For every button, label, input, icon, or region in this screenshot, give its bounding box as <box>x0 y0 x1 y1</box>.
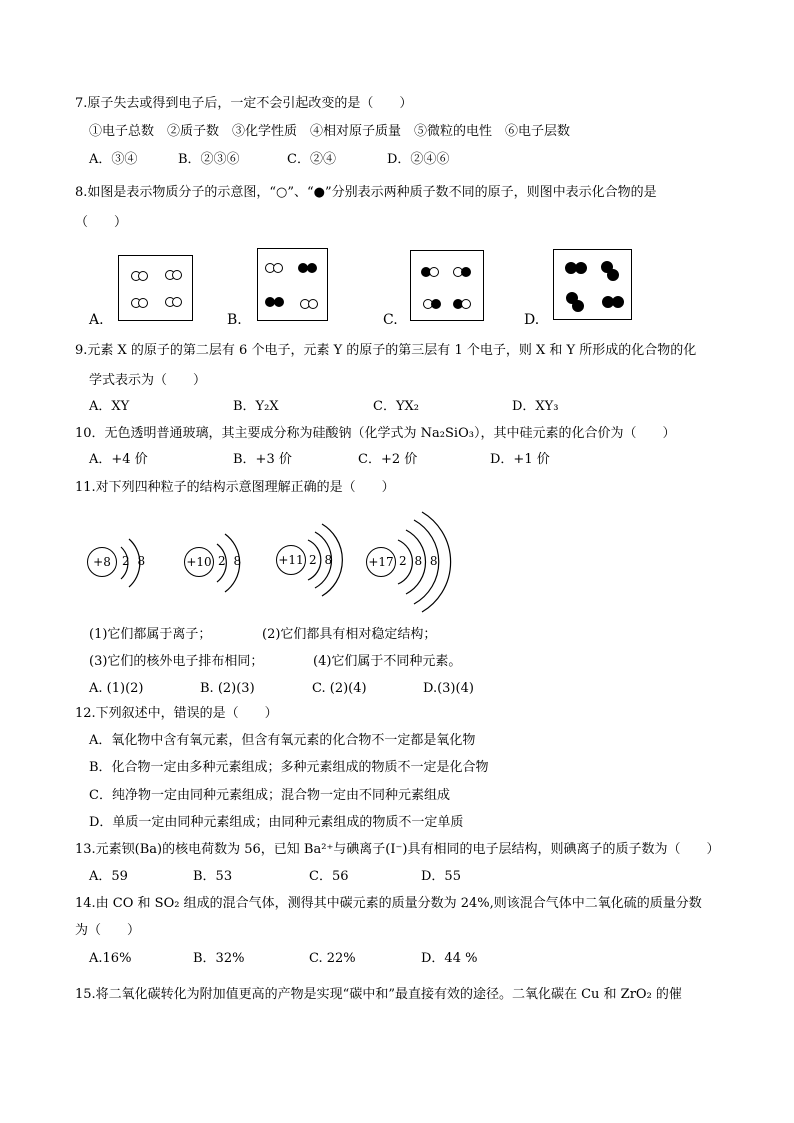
q10-option-c: C．+2 价 <box>358 452 418 467</box>
q7-option-a: A．③④ <box>89 152 138 167</box>
filled-atom <box>431 299 441 309</box>
q13-option-c: C．56 <box>309 869 349 884</box>
nucleus: +17 <box>366 547 396 577</box>
q9-stem-cont: 学式表示为（ ） <box>89 373 207 388</box>
q8-label-a: A. <box>89 312 104 328</box>
q11-stem: 11.对下列四种粒子的结构示意图理解正确的是（ ） <box>75 480 395 495</box>
filled-atom <box>612 296 624 308</box>
filled-atom <box>607 269 619 281</box>
filled-atom <box>307 263 317 273</box>
nucleus: +11 <box>276 545 306 575</box>
filled-atom <box>572 300 584 312</box>
q10-option-b: B．+3 价 <box>233 452 292 467</box>
q14-option-a: A.16% <box>89 951 132 966</box>
q7-stem: 7.原子失去或得到电子后，一定不会引起改变的是（ ） <box>75 96 413 111</box>
nucleus: +10 <box>184 547 214 577</box>
filled-atom <box>575 262 587 274</box>
filled-atom <box>274 297 284 307</box>
q13-option-a: A．59 <box>89 869 128 884</box>
q10-option-a: A．+4 价 <box>89 452 148 467</box>
hollow-atom <box>172 270 182 280</box>
nucleus: +8 <box>87 547 117 577</box>
q7-option-d: D．②④⑥ <box>387 152 450 167</box>
hollow-atom <box>273 263 283 273</box>
q11-statement-3: (3)它们的核外电子排布相同； <box>89 654 264 669</box>
electron-count: 2 8 <box>122 554 148 568</box>
q14-option-d: D．44 % <box>421 951 478 966</box>
filled-atom <box>461 267 471 277</box>
q7-items: ①电子总数 ②质子数 ③化学性质 ④相对原子质量 ⑤微粒的电性 ⑥电子层数 <box>89 124 571 139</box>
hollow-atom <box>172 297 182 307</box>
q11-option-d: D.(3)(4) <box>423 681 474 696</box>
hollow-atom <box>308 299 318 309</box>
q9-option-a: A．XY <box>89 399 130 414</box>
q8-diagram-b <box>257 248 328 321</box>
q8-stem-cont: （ ） <box>75 215 128 230</box>
q11-option-b: B. (2)(3) <box>200 681 255 696</box>
q13-stem: 13.元素钡(Ba)的核电荷数为 56，已知 Ba²⁺与碘离子(I⁻)具有相同的电子层结构，则碘离子的质子数为（ ） <box>75 842 720 857</box>
q11-option-c: C. (2)(4) <box>312 681 367 696</box>
q7-option-c: C．②④ <box>287 152 336 167</box>
q13-option-b: B．53 <box>193 869 233 884</box>
q10-stem: 10．无色透明普通玻璃，其主要成分称为硅酸钠（化学式为 Na₂SiO₃），其中硅元素的化合价为（ ） <box>75 426 676 441</box>
electron-count: 2 8 <box>309 553 335 567</box>
q11-statement-2: (2)它们都具有相对稳定结构； <box>262 627 437 642</box>
q8-diagram-d <box>553 249 632 320</box>
q11-option-a: A. (1)(2) <box>89 681 144 696</box>
q14-option-b: B．32% <box>193 951 245 966</box>
q12-stem: 12.下列叙述中，错误的是（ ） <box>75 706 278 721</box>
q14-option-c: C. 22% <box>309 951 356 966</box>
q13-option-d: D．55 <box>421 869 461 884</box>
q8-diagram-c <box>410 250 484 321</box>
electron-count: 2 8 <box>218 554 244 568</box>
electron-count: 2 8 8 <box>399 554 440 568</box>
q8-label-d: D. <box>524 312 540 328</box>
q9-option-b: B．Y₂X <box>233 399 279 414</box>
q8-label-c: C. <box>383 312 398 328</box>
hollow-atom <box>138 298 148 308</box>
hollow-atom <box>429 267 439 277</box>
q11-statement-4: (4)它们属于不同种元素。 <box>313 654 462 669</box>
q14-stem-cont: 为（ ） <box>75 923 141 938</box>
hollow-atom <box>138 271 148 281</box>
q14-stem: 14.由 CO 和 SO₂ 组成的混合气体，测得其中碳元素的质量分数为 24%,则该混合气体中二氧化硫的质量分数 <box>75 896 702 911</box>
q12-option-d: D．单质一定由同种元素组成；由同种元素组成的物质不一定单质 <box>89 815 464 830</box>
q12-option-b: B．化合物一定由多种元素组成；多种元素组成的物质不一定是化合物 <box>89 760 489 775</box>
q15-stem: 15.将二氧化碳转化为附加值更高的产物是实现“碳中和”最直接有效的途径。二氧化碳在 Cu 和 ZrO₂ 的催 <box>75 987 682 1002</box>
q11-statement-1: (1)它们都属于离子； <box>89 627 212 642</box>
q8-label-b: B. <box>227 312 242 328</box>
q8-stem: 8.如图是表示物质分子的示意图，“○”、“●”分别表示两种质子数不同的原子，则图中表示化合物的是 <box>75 185 657 200</box>
q9-option-d: D．XY₃ <box>512 399 559 414</box>
q9-stem: 9.元素 X 的原子的第二层有 6 个电子，元素 Y 的原子的第三层有 1 个电子，则 X 和 Y 所形成的化合物的化 <box>75 343 697 358</box>
q7-option-b: B．②③⑥ <box>178 152 240 167</box>
q12-option-a: A．氧化物中含有氧元素，但含有氧元素的化合物不一定都是氧化物 <box>89 733 476 748</box>
q12-option-c: C．纯净物一定由同种元素组成；混合物一定由不同种元素组成 <box>89 788 450 803</box>
q10-option-d: D．+1 价 <box>490 452 550 467</box>
hollow-atom <box>461 299 471 309</box>
q9-option-c: C．YX₂ <box>373 399 419 414</box>
q8-diagram-a <box>118 255 193 321</box>
